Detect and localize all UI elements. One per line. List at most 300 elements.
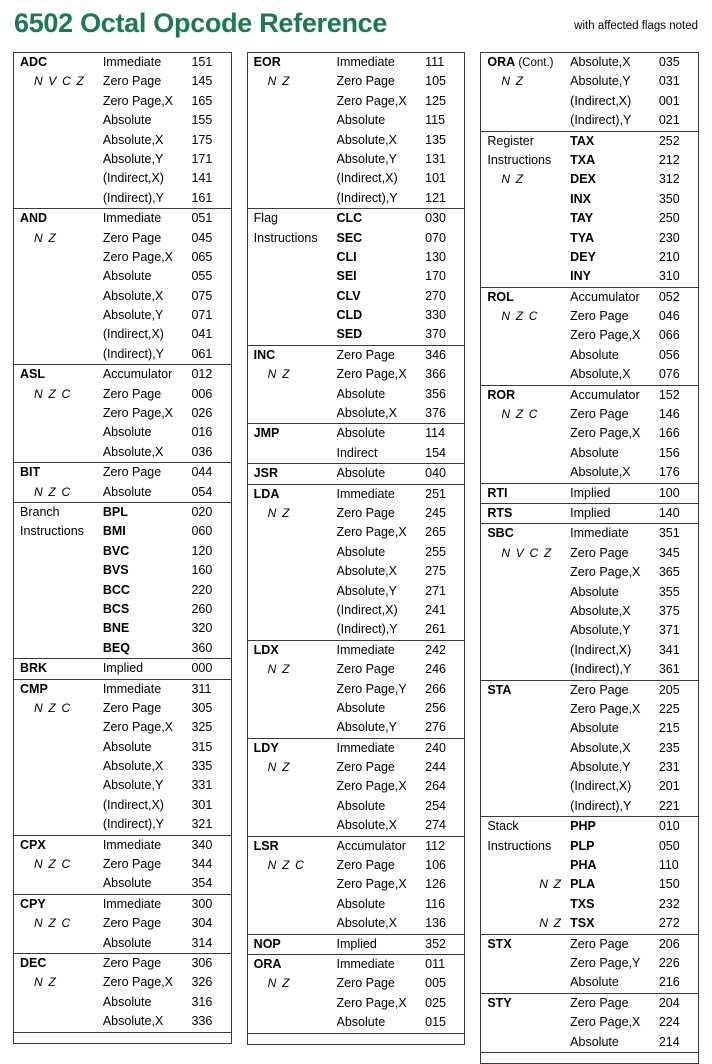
octal-opcode: 365: [658, 565, 680, 580]
row-left-spacer: [248, 325, 337, 344]
octal-opcode: 105: [425, 74, 447, 89]
instruction-flags: [14, 483, 103, 502]
opcode-row: [14, 111, 231, 130]
octal-opcode: 050: [658, 838, 680, 853]
instruction-mnemonic: [248, 53, 337, 72]
row-left-spacer: [481, 583, 570, 602]
opcode-row: [248, 699, 465, 718]
addressing-mode: Absolute: [336, 386, 386, 401]
row-left-spacer: [14, 306, 103, 325]
opcode-row: [248, 739, 465, 758]
opcode-row: [14, 404, 231, 423]
sub-mnemonic: SEI: [336, 269, 357, 284]
opcode-row: [248, 914, 465, 933]
octal-opcode: 274: [425, 818, 447, 833]
sub-mnemonic: PLA: [570, 877, 596, 892]
row-left-spacer: [481, 1013, 570, 1032]
opcode-group-rol: [481, 288, 698, 386]
addressing-mode: Absolute,Y: [336, 720, 397, 735]
instruction-mnemonic: [248, 955, 337, 974]
octal-opcode: 056: [658, 347, 680, 362]
opcode-row: [14, 365, 231, 384]
addressing-mode: Zero Page: [570, 995, 629, 1010]
opcode-row: [248, 325, 465, 344]
row-left-spacer: [248, 875, 337, 894]
row-left-spacer: [248, 92, 337, 111]
mnemonic-text: JMP: [253, 426, 280, 441]
row-flags: [481, 914, 570, 933]
row-left-spacer: [248, 797, 337, 816]
row-left-spacer: [248, 1013, 337, 1032]
row-left-spacer: [481, 1033, 570, 1052]
octal-opcode: 030: [425, 211, 447, 226]
row-left-spacer: [248, 385, 337, 404]
opcode-group-ldy: [248, 739, 465, 837]
octal-opcode: 131: [425, 151, 447, 166]
row-left-spacer: [481, 209, 570, 228]
flags-text: N Z: [34, 230, 57, 245]
opcode-row: [14, 934, 231, 953]
addressing-mode: Absolute,X: [102, 1014, 164, 1029]
addressing-mode: Immediate: [102, 896, 162, 911]
row-left-spacer: [481, 424, 570, 443]
octal-opcode: 176: [658, 465, 680, 480]
octal-opcode: 040: [425, 466, 447, 481]
octal-opcode: 150: [658, 877, 680, 892]
octal-opcode: 352: [425, 936, 447, 951]
addressing-mode: Zero Page,Y: [570, 955, 641, 970]
opcode-row: [481, 484, 698, 503]
addressing-mode: Zero Page: [336, 858, 395, 873]
opcode-group-sta: [481, 681, 698, 818]
octal-opcode: 314: [191, 935, 213, 950]
octal-opcode: 000: [191, 661, 213, 676]
opcode-row: [481, 53, 698, 72]
opcode-row: [481, 954, 698, 973]
row-left-spacer: [14, 1012, 103, 1031]
opcode-row: [481, 504, 698, 523]
octal-opcode: 126: [425, 877, 447, 892]
opcode-row: [481, 307, 698, 326]
addressing-mode: Absolute,Y: [102, 151, 164, 166]
instruction-mnemonic: [248, 485, 337, 504]
instruction-flags: [481, 544, 570, 563]
group-label-text: Instructions: [487, 838, 552, 853]
mnemonic-text: ROL: [487, 289, 514, 304]
sub-mnemonic: TYA: [570, 230, 595, 245]
row-left-spacer: [481, 92, 570, 111]
row-left-spacer: [14, 325, 103, 344]
addressing-mode: Absolute,X: [102, 444, 164, 459]
page-title: 6502 Octal Opcode Reference: [14, 8, 388, 38]
addressing-mode: Absolute,X: [102, 288, 164, 303]
addressing-mode: Absolute,X: [102, 132, 164, 147]
octal-opcode: 371: [658, 623, 680, 638]
mnemonic-text: SBC: [487, 526, 514, 541]
octal-opcode: 376: [425, 406, 447, 421]
sub-mnemonic: BNE: [102, 621, 130, 636]
row-left-spacer: [481, 739, 570, 758]
row-left-spacer: [248, 620, 337, 639]
addressing-mode: Immediate: [336, 956, 395, 971]
addressing-mode: Zero Page,X: [570, 426, 641, 441]
row-left-spacer: [248, 914, 337, 933]
octal-opcode: 355: [658, 584, 680, 599]
octal-opcode: 076: [658, 367, 680, 382]
instruction-flags: [14, 229, 103, 248]
addressing-mode: Absolute,Y: [102, 778, 164, 793]
opcode-row: [248, 718, 465, 737]
opcode-row: [481, 719, 698, 738]
row-left-spacer: [14, 542, 103, 561]
octal-opcode: 256: [425, 700, 447, 715]
addressing-mode: Zero Page,X: [336, 93, 407, 108]
opcode-row: [481, 837, 698, 856]
opcode-row: [248, 875, 465, 894]
group-label-text: Instructions: [487, 152, 552, 167]
opcode-row: [14, 345, 231, 364]
group-label-text: Flag: [253, 211, 278, 226]
addressing-mode: Zero Page: [570, 309, 629, 324]
addressing-mode: Zero Page: [336, 662, 395, 677]
octal-opcode: 226: [658, 955, 680, 970]
sub-mnemonic: CLD: [336, 308, 363, 323]
opcode-row: [14, 131, 231, 150]
octal-opcode: 331: [191, 778, 213, 793]
opcode-row: [248, 444, 465, 463]
flags-text: N Z: [501, 172, 525, 187]
octal-opcode: 140: [658, 505, 680, 520]
sub-mnemonic: BPL: [102, 504, 128, 519]
row-left-spacer: [14, 131, 103, 150]
opcode-row: [14, 463, 231, 482]
column-2: [247, 52, 466, 1045]
flags-text: N Z C: [34, 700, 72, 715]
octal-opcode: 006: [191, 386, 213, 401]
instruction-flags: [248, 758, 337, 777]
addressing-mode: Absolute: [102, 876, 152, 891]
addressing-mode: Implied: [102, 661, 144, 676]
row-left-spacer: [248, 267, 337, 286]
opcode-group-sbc: [481, 524, 698, 680]
row-left-spacer: [14, 267, 103, 286]
instruction-mnemonic: [481, 484, 570, 503]
row-left-spacer: [248, 248, 337, 267]
row-left-spacer: [248, 306, 337, 325]
addressing-mode: Absolute,X: [570, 55, 631, 69]
instruction-mnemonic: [248, 935, 337, 954]
octal-opcode: 250: [658, 211, 680, 226]
mnemonic-text: CPX: [20, 837, 46, 852]
opcode-row: [248, 209, 465, 228]
sub-mnemonic: BMI: [102, 524, 126, 539]
opcode-group-branch: [14, 503, 231, 659]
octal-opcode: 175: [191, 132, 213, 147]
octal-opcode: 156: [658, 445, 680, 460]
row-left-spacer: [14, 111, 103, 130]
octal-opcode: 375: [658, 603, 680, 618]
instruction-mnemonic: [481, 288, 570, 307]
opcode-row: [481, 229, 698, 248]
opcode-row: [14, 483, 231, 502]
opcode-row: [248, 680, 465, 699]
addressing-mode: Zero Page: [336, 505, 395, 520]
row-left-spacer: [248, 523, 337, 542]
octal-opcode: 344: [191, 857, 213, 872]
mnemonic-text: AND: [20, 211, 48, 226]
octal-opcode: 260: [191, 601, 213, 616]
flags-text: N Z: [267, 505, 291, 520]
addressing-mode: Absolute: [570, 1034, 619, 1049]
group-label-line-2: [481, 837, 570, 856]
mnemonic-text: STY: [487, 995, 512, 1010]
addressing-mode: Zero Page: [570, 936, 629, 951]
opcode-row: [248, 504, 465, 523]
opcode-row: [248, 935, 465, 954]
addressing-mode: Immediate: [336, 55, 395, 69]
octal-opcode: 276: [425, 720, 447, 735]
row-left-spacer: [14, 639, 103, 658]
addressing-mode: (Indirect),Y: [570, 662, 632, 677]
opcode-row: [248, 601, 465, 620]
octal-opcode: 020: [191, 504, 213, 519]
row-left-spacer: [14, 169, 103, 188]
opcode-row: [248, 974, 465, 993]
row-left-spacer: [481, 777, 570, 796]
addressing-mode: (Indirect),Y: [336, 622, 398, 637]
addressing-mode: (Indirect),Y: [336, 190, 398, 205]
opcode-group-eor: [248, 53, 465, 209]
mnemonic-text: EOR: [253, 55, 281, 69]
sub-mnemonic: BVS: [102, 563, 129, 578]
row-left-spacer: [14, 600, 103, 619]
addressing-mode: Zero Page: [570, 407, 629, 422]
row-left-spacer: [14, 718, 103, 737]
addressing-mode: (Indirect,X): [570, 779, 632, 794]
row-left-spacer: [248, 994, 337, 1013]
addressing-mode: Absolute: [102, 269, 152, 284]
group-label-text: Branch: [20, 504, 60, 519]
octal-opcode: 061: [191, 346, 213, 361]
instruction-mnemonic: [14, 365, 103, 384]
mnemonic-text: JSR: [253, 466, 278, 481]
addressing-mode: Zero Page,X: [102, 249, 174, 264]
group-label-line-1: [14, 503, 103, 522]
octal-opcode: 245: [425, 505, 447, 520]
opcode-row: [481, 386, 698, 405]
addressing-mode: Absolute,Y: [570, 760, 631, 775]
octal-opcode: 011: [425, 956, 446, 971]
opcode-row: [481, 602, 698, 621]
mnemonic-text: LDX: [253, 642, 279, 657]
opcode-row: [248, 562, 465, 581]
octal-opcode: 320: [191, 621, 213, 636]
addressing-mode: Absolute: [336, 1015, 386, 1030]
opcode-row: [14, 503, 231, 522]
instruction-mnemonic: [14, 463, 103, 482]
octal-opcode: 141: [191, 171, 213, 186]
octal-opcode: 152: [658, 387, 680, 402]
opcode-row: [481, 132, 698, 151]
addressing-mode: Zero Page: [102, 700, 162, 715]
addressing-mode: Absolute: [570, 975, 619, 990]
flags-text: N Z: [539, 916, 563, 931]
opcode-row: [14, 718, 231, 737]
opcode-row: [481, 111, 698, 130]
opcode-row: [481, 267, 698, 286]
opcode-row: [14, 92, 231, 111]
sub-mnemonic: BCC: [102, 582, 130, 597]
addressing-mode: Absolute,Y: [102, 308, 164, 323]
octal-opcode: 345: [658, 545, 680, 560]
group-label-line-2: [248, 229, 337, 248]
octal-opcode: 370: [425, 327, 447, 342]
opcode-row: [248, 797, 465, 816]
row-left-spacer: [481, 621, 570, 640]
sub-mnemonic: CLV: [336, 288, 361, 303]
group-label-text: Instructions: [253, 230, 318, 245]
opcode-row: [248, 994, 465, 1013]
opcode-row: [14, 699, 231, 718]
row-left-spacer: [481, 797, 570, 816]
opcode-row: [14, 209, 231, 228]
addressing-mode: (Indirect),Y: [570, 113, 632, 128]
group-label-line-1: [248, 209, 337, 228]
opcode-row: [14, 229, 231, 248]
octal-opcode: 310: [658, 269, 680, 284]
octal-opcode: 110: [658, 858, 679, 873]
opcode-row: [481, 326, 698, 345]
row-left-spacer: [481, 954, 570, 973]
opcode-row: [248, 267, 465, 286]
octal-opcode: 232: [658, 896, 680, 911]
opcode-row: [14, 248, 231, 267]
opcode-group-cmp: [14, 680, 231, 836]
addressing-mode: Absolute: [102, 113, 152, 128]
row-left-spacer: [14, 993, 103, 1012]
addressing-mode: Absolute,Y: [336, 151, 397, 166]
octal-opcode: 055: [191, 269, 213, 284]
octal-opcode: 046: [658, 309, 680, 324]
octal-opcode: 145: [191, 74, 213, 89]
addressing-mode: Implied: [570, 485, 611, 500]
octal-opcode: 326: [191, 975, 213, 990]
octal-opcode: 240: [425, 740, 447, 755]
mnemonic-text: CMP: [20, 681, 48, 696]
sub-mnemonic: PHA: [570, 858, 597, 873]
opcode-row: [14, 796, 231, 815]
sub-mnemonic: TXA: [570, 152, 596, 167]
opcode-row: [481, 424, 698, 443]
flags-text: N Z C: [501, 407, 539, 422]
octal-opcode: 035: [658, 55, 680, 69]
instruction-flags: [481, 307, 570, 326]
instruction-mnemonic: [481, 504, 570, 523]
opcode-row: [248, 306, 465, 325]
row-left-spacer: [248, 189, 337, 208]
addressing-mode: Zero Page: [102, 955, 162, 970]
row-left-spacer: [481, 267, 570, 286]
octal-opcode: 036: [191, 444, 213, 459]
opcode-row: [14, 680, 231, 699]
opcode-row: [481, 463, 698, 482]
sub-mnemonic: CLC: [336, 211, 363, 226]
row-left-spacer: [248, 582, 337, 601]
row-left-spacer: [481, 641, 570, 660]
octal-opcode: 171: [191, 151, 213, 166]
opcode-row: [481, 190, 698, 209]
addressing-mode: Absolute,X: [102, 759, 164, 774]
row-left-spacer: [481, 563, 570, 582]
addressing-mode: Zero Page: [102, 230, 162, 245]
opcode-row: [481, 856, 698, 875]
flags-text: N Z C: [34, 386, 72, 401]
octal-opcode: 261: [425, 622, 447, 637]
addressing-mode: Absolute: [336, 113, 386, 128]
opcode-row: [248, 346, 465, 365]
addressing-mode: (Indirect),Y: [102, 817, 164, 832]
addressing-mode: Absolute: [570, 584, 619, 599]
octal-opcode: 115: [425, 113, 446, 128]
row-left-spacer: [248, 404, 337, 423]
group-label-text: Instructions: [20, 524, 84, 539]
instruction-flags: [481, 72, 570, 91]
row-left-spacer: [248, 543, 337, 562]
octal-opcode: 136: [425, 916, 447, 931]
octal-opcode: 052: [658, 289, 680, 304]
column-bottom-spacer: [248, 1034, 465, 1044]
addressing-mode: Zero Page: [336, 347, 395, 362]
sub-mnemonic: CLI: [336, 249, 357, 264]
opcode-row: [14, 53, 231, 72]
octal-opcode: 231: [658, 760, 680, 775]
mnemonic-text: ASL: [20, 367, 45, 382]
row-left-spacer: [14, 150, 103, 169]
octal-opcode: 254: [425, 798, 447, 813]
opcode-row: [248, 92, 465, 111]
sub-mnemonic: PHP: [570, 819, 596, 834]
addressing-mode: (Indirect,X): [336, 602, 398, 617]
opcode-row: [481, 641, 698, 660]
instruction-mnemonic: [14, 209, 103, 228]
opcode-row: [481, 365, 698, 384]
octal-opcode: 325: [191, 720, 213, 735]
octal-opcode: 246: [425, 662, 447, 677]
row-left-spacer: [248, 444, 337, 463]
row-left-spacer: [481, 660, 570, 679]
octal-opcode: 116: [425, 896, 446, 911]
row-left-spacer: [14, 443, 103, 462]
octal-opcode: 244: [425, 760, 447, 775]
opcode-group-rti: [481, 484, 698, 504]
addressing-mode: Indirect: [336, 445, 378, 460]
opcode-group-ora: [481, 53, 698, 132]
opcode-row: [481, 405, 698, 424]
addressing-mode: Zero Page: [102, 386, 162, 401]
row-left-spacer: [248, 169, 337, 188]
addressing-mode: (Indirect,X): [570, 93, 632, 108]
octal-opcode: 275: [425, 564, 447, 579]
row-left-spacer: [248, 816, 337, 835]
flags-text: N Z: [539, 877, 563, 892]
addressing-mode: Immediate: [570, 526, 629, 541]
octal-opcode: 304: [191, 916, 213, 931]
opcode-group-cpy: [14, 895, 231, 954]
opcode-row: [481, 288, 698, 307]
addressing-mode: (Indirect,X): [102, 171, 164, 186]
row-left-spacer: [481, 190, 570, 209]
flags-text: N Z C: [501, 309, 539, 324]
